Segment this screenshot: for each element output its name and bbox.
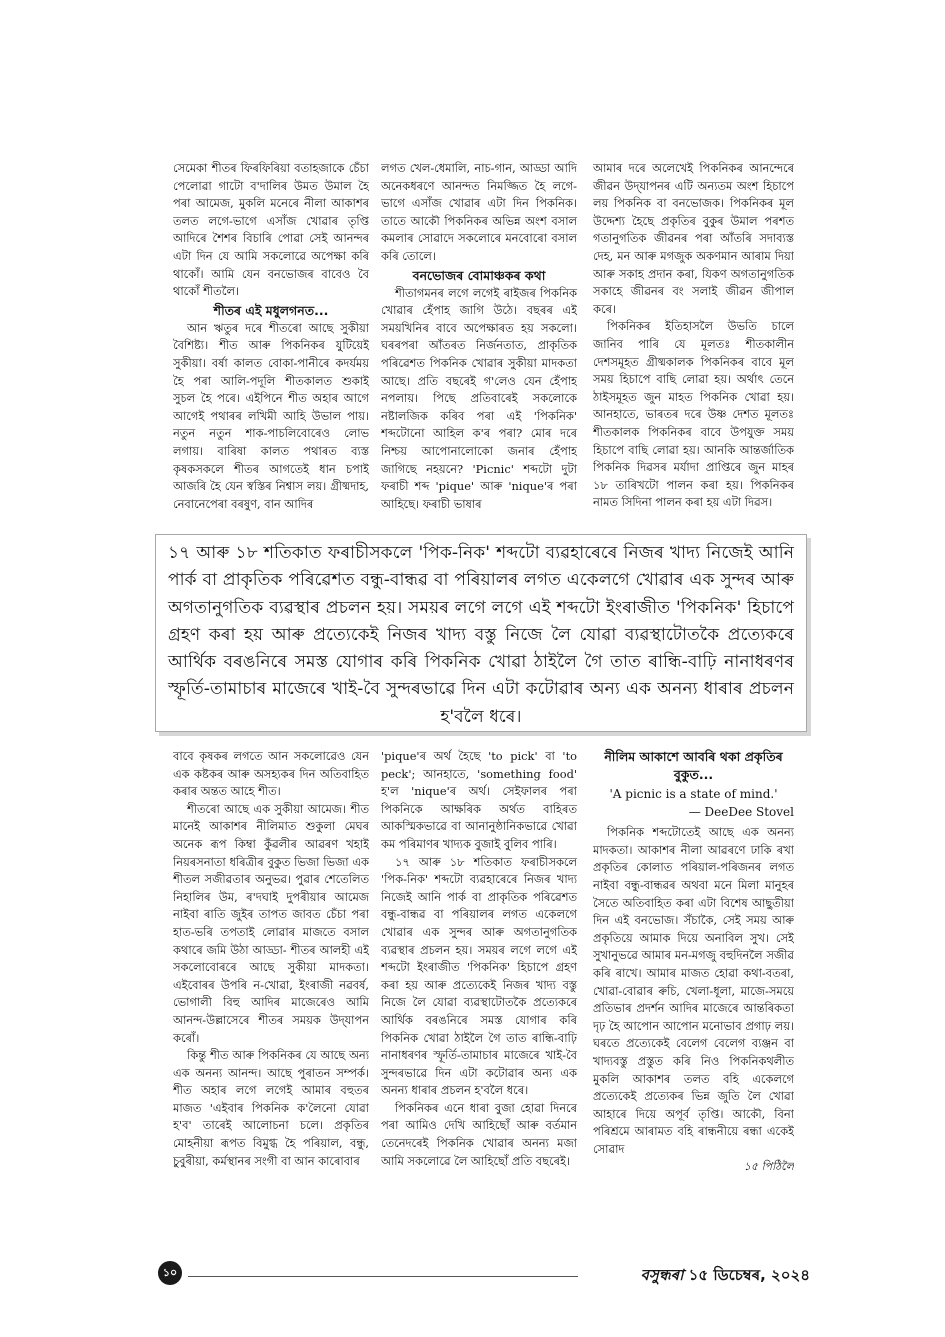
pull-quote-text: ১৭ আৰু ১৮ শতিকাত ফৰাচীসকলে 'পিক-নিক' শব্দটো ব্যৱহাৰেৰে নিজৰ খাদ্য নিজেই আনি পাৰ্ক বা প্ৰাকৃতিক পৰিৱেশত বন্ধু-বান্ধৱ বা পৰিয়ালৰ লগত একেলগে খোৱাৰ এক সুন্দৰ আৰু অগতানুগতিক ব্যৱস্থাৰ প্ৰচলন হয়। সময়ৰ লগে লগে এই শব্দটো ইংৰাজীত 'পিকনিক' হিচাপে গ্ৰহণ কৰা হয় আৰু প্ৰত্যেকেই নিজৰ খাদ্য বস্তু নিজে লৈ যোৱা ব্যৱস্থাটোতকৈ প্ৰত্যেকৰে আৰ্থিক বৰঙনিৰে সমস্ত যোগাৰ কৰি পিকনিক খোৱা ঠাইলৈ গৈ তাত ৰান্ধি-বাঢ়ি নানাধৰণৰ স্ফূৰ্তি-তামাচাৰ মাজেৰে খাই-বৈ সুন্দৰভাৱে দিন এটা কটোৱাৰ অন্য এক অনন্য ধাৰাৰ প্ৰচলন হ'বলৈ ধৰে।	[168, 543, 794, 727]
paragraph: পিকনিক শব্দটোতেই আছে এক অনন্য মাদকতা। আকাশৰ নীলা আৱৰণে ঢাকি ৰখা প্ৰকৃতিৰ কোলাত পৰিয়াল-পৰিজনৰ লগত নাইবা বন্ধু-বান্ধৱৰ অথবা মনে মিলা মানুহৰ সৈতে অতিবাহিত কৰা এটা বিশেষ আছুতীয়া দিন এই বনভোজ। সঁচাকৈ, সেই সময় আৰু প্ৰকৃতিয়ে আমাক দিয়ে অনাবিল সুখ। সেই সুখানুভৱে আমাৰ মন-মগজু বহুদিনলৈ সজীৱ কৰি ৰাখে। আমাৰ মাজত হোৱা কথা-বতৰা, খোৱা-বোৱাৰ ৰুচি, খেলা-ধূলা, মাজে-সময়ে প্ৰতিভাৰ প্ৰদৰ্শন আদিৰ মাজেৰে আন্তৰিকতা দৃঢ় হৈ আপোন আপোন মনোভাব প্ৰগাঢ় লয়। ঘৰতে প্ৰত্যেকেই বেলেগ বেলেগ ব্যঞ্জন বা খাদ্যবস্তু প্ৰস্তুত কৰি নিও পিকনিকথলীত মুকলি আকাশৰ তলত বহি একেলগে প্ৰত্যেকেই প্ৰত্যেকৰ ভিন্ন জুতি লৈ খোৱা আহাৰে দিয়ে অপূৰ্ব তৃপ্তি। আকৌ, বিনা পৰিশ্ৰমে আৰামত বহি ৰান্ধনীয়ে ৰন্ধা একেই সোৱাদ	[593, 825, 794, 1156]
paragraph: আমাৰ দৰে অলেখেই পিকনিকৰ আনন্দেৰে জীৱন উদ্‌যাপনৰ এটি অন্যতম অংশ হিচাপে লয় পিকনিক বা বনভোজক। পিকনিকৰ মূল উদ্দেশ্য হৈছে প্ৰকৃতিৰ বুকুৰ উমাল পৰশত গতানুগতিক জীৱনৰ পৰা আঁতৰি সদাব্যস্ত দেহ, মন আৰু মগজুক অকণমান আৰাম দিয়া আৰু সকাহ প্ৰদান কৰা, যিকণ অগতানুগতিক সকাহে জীৱনৰ বং সলাই জীৱন জীপাল কৰে।	[593, 161, 794, 316]
pull-quote-box	[155, 534, 807, 732]
paragraph: বাবে কৃষকৰ লগতে আন সকলোৱেও যেন এক কষ্টকৰ আৰু অসহ্যকৰ দিন অতিবাহিত কৰাৰ অন্তত আহে শীত।	[173, 749, 369, 799]
article-column-2	[381, 160, 577, 528]
paragraph: 'pique'ৰ অৰ্থ হৈছে 'to pick' বা 'to peck'; আনহাতে, 'something food' হ'ল 'nique'ৰ অৰ্থ। সেইফালৰ পৰা পিকনিকে আক্ষৰিক অৰ্থত বাহিৰত আকস্মিকভাৱে বা আনানুষ্ঠানিকভাৱে খোৱা কম পৰিমাণৰ খাদ্যক বুজাই বুলিব পাৰি।	[381, 749, 577, 851]
paragraph: কিন্তু শীত আৰু পিকনিকৰ যে আছে অন্য এক অনন্য আনন্দ। আছে পুৰাতন সম্পৰ্ক। শীত অহাৰ লগে লগেই আমাৰ বহুতৰ মাজত 'এইবাৰ পিকনিক ক'লৈনো যোৱা হ'ব' তাৰেই আলোচনা চলে। প্ৰকৃতিৰ মোহনীয়া ৰূপত বিমুগ্ধ হৈ পৰিয়াল, বন্ধু, চুবুৰীয়া, কৰ্মস্থানৰ সংগী বা আন কাৰোবাৰ	[173, 1048, 369, 1168]
continued-link[interactable]: ১৫ পিঠিলৈ	[743, 1160, 794, 1174]
subheading: শীতৰ এই মধুলগনত...	[213, 302, 329, 318]
subheading: বনভোজৰ বোমাঞ্চকৰ কথা	[412, 267, 546, 283]
paragraph: ১৭ আৰু ১৮ শতিকাত ফৰাচীসকলে 'পিক-নিক' শব্দটো ব্যৱহাৰেৰে নিজৰ খাদ্য নিজেই আনি পাৰ্ক বা প্ৰাকৃতিক পৰিৱেশত বন্ধু-বান্ধৱ বা পৰিয়ালৰ লগত একেলগে খোৱাৰ এক সুন্দৰ আৰু অগতানুগতিক ব্যৱস্থাৰ প্ৰচলন হয়। সময়ৰ লগে লগে এই শব্দটো ইংৰাজীত 'পিকনিক' হিচাপে গ্ৰহণ কৰা হয় আৰু প্ৰত্যেকেই নিজৰ খাদ্য বস্তু নিজে লৈ যোৱা ব্যৱস্থাটোতকৈ প্ৰত্যেকৰে আৰ্থিক বৰঙনিৰে সমস্ত যোগাৰ কৰি পিকনিক খোৱা ঠাইলৈ গৈ তাত ৰান্ধি-বাঢ়ি নানাধৰণৰ স্ফূৰ্তি-তামাচাৰ মাজেৰে খাই-বৈ সুন্দৰভাৱে দিন এটা কটোৱাৰ অন্য এক অনন্য ধাৰাৰ প্ৰচলন হ'বলৈ ধৰে।	[381, 854, 577, 1098]
paragraph: পিকনিকৰ এনে ধাৰা বুজা হোৱা দিনৰে পৰা আমিও দেখি আহিছোঁ আৰু বৰ্তমান তেনেদৰেই পিকনিক খোৱাৰ অনন্য মজা আমি সকলোৱে লৈ আহিছোঁ প্ৰতি বছৰেই।	[381, 1100, 577, 1168]
footer-masthead	[580, 1262, 810, 1288]
article-column-1	[173, 160, 369, 528]
article-column-4	[173, 748, 369, 1256]
epigraph-quote: 'A picnic is a state of mind.'	[609, 787, 778, 801]
article-column-3	[593, 160, 794, 528]
page-number: ১০	[158, 1261, 182, 1285]
paragraph: শীতৰো আছে এক সুকীয়া আমেজ। শীত মানেই আকাশৰ নীলিমাত শুকুলা মেঘৰ অনেক ৰূপ কিম্বা কুঁৱলীৰ আৱৰণ খহাই নিয়ৰসনাতা ধৰিত্ৰীৰ বুকুত ভিজা ভিজা এক শীতল সজীৱতাৰ অনুভৱ। পুৱাৰ শেতেলিত নিহালিৰ উম, ৰ'দঘাই দুপৰীয়াৰ আমেজ নাইবা ৰাতি জুইৰ তাপত জাবত চেঁচা পৰা হাত-ভৰি তপতাই লোৱাৰ মাজতে বসাল কথাৰে জমি উঠা আড্ডা- শীতৰ আলহী এই সকলোবোৰৰে আছে সুকীয়া মাদকতা। এইবোৰৰ উপৰি ন-খোৱা, ইংৰাজী নৱবৰ্ষ, ভোগালী বিহু আদিৰ মাজেৰেও আমি আনন্দ-উল্লাসেৰে শীতৰ সময়ক উদ্‌যাপন কৰোঁ।	[173, 801, 369, 1045]
magazine-name: বসুন্ধৰা	[640, 1266, 684, 1284]
article-column-5	[381, 748, 577, 1256]
paragraph: পিকনিকৰ ইতিহাসলৈ উভতি চালে জানিব পাৰি যে মূলতঃ শীতকালীন দেশসমূহত গ্ৰীষ্মকালক পিকনিকৰ বাবে মূল সময় হিচাপে বাছি লোৱা হয়। অৰ্থাৎ তেনে ঠাইসমূহত জুন মাহত পিকনিক খোৱা হয়। আনহাতে, ভাৰতৰ দৰে উষ্ণ দেশত মূলতঃ শীতকালক পিকনিকৰ বাবে উপযুক্ত সময় হিচাপে বাছি লোৱা হয়। আনকি আন্তৰ্জাতিক পিকনিক দিৱসৰ মৰ্যাদা প্ৰাপ্তিৰে জুন মাহৰ ১৮ তাৰিখটো পালন কৰা হয়। পিকনিকৰ নামত সিদিনা পালন কৰা হয় এটা দিৱস।	[593, 319, 794, 510]
paragraph: লগত খেল-ধেমালি, নাচ-গান, আড্ডা আদি অনেকধৰণে আনন্দত নিমজ্জিত হৈ লগে-ভাগে এসাঁজ খোৱাৰ এটা দিন পিকনিক। তাতে আকৌ পিকনিকৰ অভিন্ন অংশ বসাল কমলাৰ সোৱাদে সকলোৰে মনবোৰো বসাল কৰি তোলে।	[381, 161, 577, 263]
epigraph-author: — DeeDee Stovel	[688, 804, 794, 819]
issue-date: ১৫ ডিচেম্বৰ, ২০২৪	[688, 1266, 810, 1284]
footer-divider	[188, 1276, 578, 1277]
paragraph: শীতাগমনৰ লগে লগেই ৰাইজৰ পিকনিক খোৱাৰ হেঁপাহ জাগি উঠে। বছৰৰ এই সময়খিনিৰ বাবে অপেক্ষাৰত হয় সকলো। ঘৰৰপৰা আঁতৰত নিৰ্জনতাত, প্ৰাকৃতিক পৰিৱেশত পিকনিক খোৱাৰ সুকীয়া মাদকতা আছে। প্ৰতি বছৰেই গ'লেও যেন হেঁপাহ নপলায়। পিছে প্ৰতিবাৰেই সকলোকে নষ্টালজিক কৰিব পৰা এই 'পিকনিক' শব্দটোনো আহিল ক'ৰ পৰা? মোৰ দৰে নিশ্চয় আপোনালোকো জনাৰ হেঁপাহ জাগিছে নহয়নে? 'Picnic' শব্দটো দুটা ফৰাচী শব্দ 'pique' আৰু 'nique'ৰ পৰা আহিছে। ফৰাচী ভাষাৰ	[381, 285, 577, 511]
paragraph: আন ঋতুৰ দৰে শীতৰো আছে সুকীয়া বৈশিষ্ট্য। শীত আৰু পিকনিকৰ যুটিয়েই সুকীয়া। বৰ্ষা কালত বোকা-পানীৰে কদৰ্যময় হৈ পৰা আলি-পদূলি শীতকালত শুকাই সুচল হৈ পৰে। এইপিনে শীত অহাৰ আগে আগেই পথাৰৰ লখিমী আহি উভাল পায়। নতুন নতুন শাক-পাচলিবোৰেও লোভ লগায়। বাৰিষা কালত পথাৰত ব্যস্ত কৃষকসকলে শীতৰ আগতেই ধান চপাই আজৰি হৈ যেন স্বস্তিৰ নিশ্বাস লয়। গ্ৰীষ্মদাহ, নেবানেপেৰা বৰষুণ, বান আদিৰ	[173, 320, 369, 511]
article-column-6	[593, 748, 794, 1256]
sidebar-heading: নীলিম আকাশে আবৰি থকা প্ৰকৃতিৰ বুকুত...	[604, 749, 783, 782]
paragraph: সেমেকা শীতৰ ফিৰফিৰিয়া বতাহজাকে চেঁচা পেলোৱা গাটো ব'দালিৰ উমত উমাল হৈ পৰা আমেজ, মুকলি মনেৰে নীলা আকাশৰ তলত লগে-ভাগে এসাঁজ খোৱাৰ তৃপ্তি আদিৰে শৈশৰ বিচাৰি পোৱা সেই আনন্দৰ এটা দিন যে আমি সকলোৱে অপেক্ষা কৰি থাকোঁ। আমি যেন বনভোজৰ বাবেও বৈ থাকোঁ শীতলৈ।	[173, 161, 369, 299]
